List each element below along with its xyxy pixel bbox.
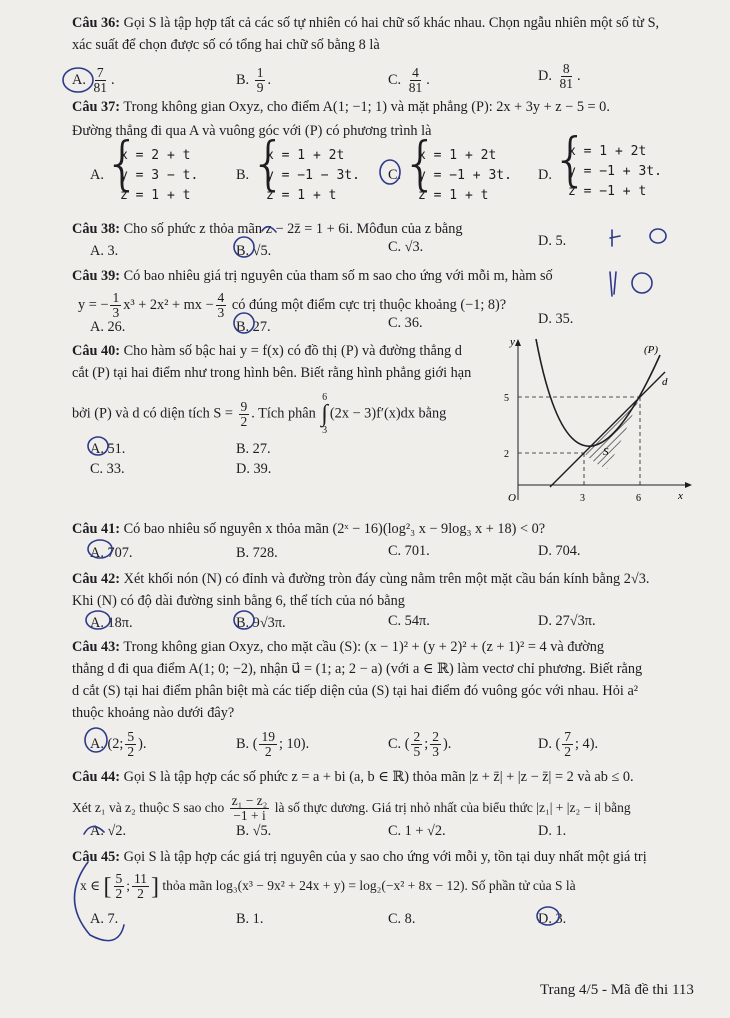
line-d	[550, 372, 665, 487]
y-tick-2: 2	[504, 449, 509, 460]
q36-text1: Gọi S là tập hợp tất cả các số tự nhiên có hai chữ số khác nhau. Chọn ngẫu nhiên một số từ S,	[123, 15, 660, 31]
q42-option-b[interactable]: B. 9√3π.	[236, 615, 286, 631]
x-tick-6: 6	[636, 493, 641, 504]
y-tick-5: 5	[504, 393, 509, 404]
line-label: d	[662, 376, 668, 388]
q40-option-c[interactable]: C. 33.	[90, 461, 125, 477]
q45-option-c[interactable]: C. 8.	[388, 911, 416, 927]
q37-option-b-label[interactable]: B.	[236, 167, 250, 183]
q39-option-c[interactable]: C. 36.	[388, 315, 423, 331]
q37-option-a-label[interactable]: A.	[90, 167, 104, 183]
q41-option-a[interactable]: A. 707.	[90, 545, 133, 561]
q40-option-b[interactable]: B. 27.	[236, 441, 271, 457]
q44-option-d[interactable]: D. 1.	[538, 823, 567, 839]
q43-text3: d cắt (S) tại hai điểm phân biệt mà các tiếp diện của (S) tại hai điểm đó vuông góc với nhau. Hỏi a²	[72, 683, 639, 699]
parabola-p	[536, 339, 660, 446]
q41-line: Câu 41: Có bao nhiêu số nguyên x thỏa mãn (2ˣ − 16)(log²₃ x − 9log₃ x + 18) < 0?	[72, 521, 546, 537]
q38-option-c[interactable]: C. √3.	[388, 239, 424, 255]
q40-text2: cắt (P) tại hai điểm như trong hình bên. Biết rằng hình phẳng giới hạn	[72, 365, 472, 381]
q37-option-a-system: x = 2 + t y = 3 − t. z = 1 + t	[120, 148, 199, 203]
q42-option-a[interactable]: A. 18π.	[90, 615, 133, 631]
q39-option-b[interactable]: B. 27.	[236, 319, 271, 335]
integral-sign: 6 ∫ 3	[321, 392, 328, 436]
origin-label: O	[508, 492, 516, 504]
q38-option-d[interactable]: D. 5.	[538, 233, 567, 249]
q43-line1: Câu 43: Trong không gian Oxyz, cho mặt cầu (S): (x − 1)² + (y + 2)² + (z + 1)² = 4 và đường	[72, 639, 605, 655]
q38-option-b[interactable]: B. √5.	[236, 243, 272, 259]
q44-option-b[interactable]: B. √5.	[236, 823, 272, 839]
q38-line: Câu 38: Cho số phức z thỏa mãn z − 2z̄ = 1 + 6i. Môđun của z bằng	[72, 221, 463, 237]
q44-line2: Xét z₁ và z₂ thuộc S sao cho $\frac{\text{z₁ − z₂}}{-1 + i}$ là số thực dương. Giá trị nhỏ nhất của biểu thức |z₁| + |z₂ − i| bằng	[72, 793, 631, 824]
q45-line2: x ∈ [ $\frac{5}{2}$ ; $\frac{11}{2}$ ] thỏa mãn log₃(x³ − 9x² + 24x + y) = log₂(−x² + 8x − 12). Số phần tử của S là	[80, 871, 576, 902]
q40-option-d[interactable]: D. 39.	[236, 461, 272, 477]
q42-line1: Câu 42: Xét khối nón (N) có đỉnh và đường tròn đáy cùng nằm trên một mặt cầu bán kính bằng 2√3.	[72, 571, 650, 587]
q40-line1: Câu 40: Cho hàm số bậc hai y = f(x) có đồ thị (P) và đường thẳng d	[72, 343, 462, 359]
q37-option-c-system: x = 1 + 2t y = −1 + 3t. z = 1 + t	[418, 148, 512, 203]
q37-text2: Đường thẳng đi qua A và vuông góc với (P) có phương trình là	[72, 123, 432, 139]
q42-text2: Khi (N) có độ dài đường sinh bằng 6, thể tích của nó bằng	[72, 593, 405, 609]
parabola-line-graph	[500, 335, 700, 515]
curve-label: (P)	[644, 344, 659, 356]
q39-formula: y = − $\frac{1}{3}$ x³ + 2x² + mx − $\frac{4}{3}$ có đúng một điểm cực trị thuộc khoảng (−1; 8)?	[78, 290, 507, 321]
q37-line1: Câu 37: Trong không gian Oxyz, cho điểm A(1; −1; 1) và mặt phẳng (P): 2x + 3y + z − 5 = 0.	[72, 99, 610, 115]
x-axis-label: x	[678, 490, 683, 502]
q40-option-a[interactable]: A. 51.	[90, 441, 126, 457]
q37-option-c-label[interactable]: C.	[388, 167, 402, 183]
q39-option-a[interactable]: A. 26.	[90, 319, 126, 335]
page-footer: Trang 4/5 - Mã đề thi 113	[540, 982, 694, 998]
q40-text3: bởi (P) và d có diện tích S = $\frac{9}{2}$ . Tích phân 6 ∫ 3 (2x − 3)f′(x)dx bằng	[72, 392, 447, 436]
q38-option-a[interactable]: A. 3.	[90, 243, 119, 259]
q43-text2: thẳng d đi qua điểm A(1; 0; −2), nhận u⃗ = (1; a; 2 − a) (với a ∈ ℝ) làm vectơ chỉ phương. Biết rằng	[72, 661, 643, 677]
q43-text4: thuộc khoảng nào dưới đây?	[72, 705, 235, 721]
q44-line1: Câu 44: Gọi S là tập hợp các số phức z = a + bi (a, b ∈ ℝ) thỏa mãn |z + z̄| + |z − z̄| = 2 và ab ≤ 0.	[72, 769, 634, 785]
q44-option-c[interactable]: C. 1 + √2.	[388, 823, 446, 839]
x-tick-3: 3	[580, 493, 585, 504]
q41-option-d[interactable]: D. 704.	[538, 543, 581, 559]
q39-option-d[interactable]: D. 35.	[538, 311, 574, 327]
q39-line1: Câu 39: Có bao nhiêu giá trị nguyên của tham số m sao cho ứng với mỗi m, hàm số	[72, 268, 553, 284]
region-label: S	[603, 446, 609, 458]
q37-option-b-system: x = 1 + 2t y = −1 − 3t. z = 1 + t	[266, 148, 360, 203]
q45-line1: Câu 45: Gọi S là tập hợp các giá trị nguyên của y sao cho ứng với mỗi y, tồn tại duy nhất một giá trị	[72, 849, 647, 865]
q36-option-b[interactable]: B. $\frac{1}{9}$ .	[236, 65, 272, 95]
q37-option-d-label[interactable]: D.	[538, 167, 552, 183]
q36-option-a[interactable]: A. $\frac{7}{81}$ .	[72, 65, 115, 95]
q41-option-b[interactable]: B. 728.	[236, 545, 278, 561]
q43-option-b[interactable]: B. ( $\frac{19}{2}$ ; 10).	[236, 729, 310, 760]
q36-option-d[interactable]: D. $\frac{8}{81}$ .	[538, 61, 581, 91]
y-axis-label: y	[510, 336, 515, 348]
q45-option-b[interactable]: B. 1.	[236, 911, 264, 927]
q37-option-d-system: x = 1 + 2t y = −1 + 3t. z = −1 + t	[568, 144, 662, 199]
q43-option-d[interactable]: D. ( $\frac{7}{2}$ ; 4).	[538, 729, 599, 760]
q41-option-c[interactable]: C. 701.	[388, 543, 430, 559]
q43-option-c[interactable]: C. ( $\frac{2}{5}$ ; $\frac{2}{3}$ ).	[388, 729, 452, 760]
q36-label: Câu 36:	[72, 15, 121, 31]
q45-option-a[interactable]: A. 7.	[90, 911, 119, 927]
q42-option-c[interactable]: C. 54π.	[388, 613, 430, 629]
q36-text2: xác suất để chọn được số có tổng hai chữ số bằng 8 là	[72, 37, 380, 53]
region-s	[584, 397, 640, 469]
q44-option-a[interactable]: A. √2.	[90, 823, 127, 839]
q43-option-a[interactable]: A. (2; $\frac{5}{2}$ ).	[90, 729, 147, 760]
q36-option-c[interactable]: C. $\frac{4}{81}$ .	[388, 65, 430, 95]
exam-page: Câu 36: Gọi S là tập hợp tất cả các số tự nhiên có hai chữ số khác nhau. Chọn ngẫu nhiên một số từ S, xác suất để chọn được số có tổng hai chữ số bằng 8 là A. $\frac{7}{81}$ . B. $\frac{1}{9}$ . C. $\frac{4}{81}$ . D. $\frac{8}{81}$ . Câu 37: Trong không gian Oxyz, cho điểm A(1; −1; 1) và mặt phẳng (P): 2x + 3y + z − 5 = 0. Đường thẳng đi qua A và vuông góc với (P) có phương trình là A. { x = 2 + t y = 3 − t. z = 1 + t B. { x = 1 + 2t y = −1 − 3t. z = 1 + t C. { x = 1 + 2t y = −1 + 3t. z = 1 + t D. { x = 1 + 2t y = −1 + 3t. z = −1 + t Câu 38: Cho số phức z thỏa mãn z − 2z̄ = 1 + 6i. Môđun của z bằng A. 3. B. √5. C. √3. D. 5. Câu 39: Có bao nhiêu giá trị nguyên của tham số m sao cho ứng với mỗi m, hàm số y = − $\frac{1}{3}$ x³ + 2x² + mx − $\frac{4}{3}$ có đúng một điểm cực trị thuộc khoảng (−1; 8)? A. 26. B. 27. C. 36. D. 35. Câu 40: Cho hàm số bậc hai y = f(x) có đồ thị (P) và đường thẳng d cắt (P) tại hai điểm như trong hình bên. Biết rằng hình phẳng giới hạn bởi (P) và d có diện tích S = $\frac{9}{2}$ . Tích phân 6 ∫ 3 (2x − 3)f′(x)dx bằng A. 51. B. 27. C. 33. D. 39. y x O (P) d S 5 2 3 6 Câu 41: Có bao nhiêu số nguyên x thỏa mãn (2ˣ − 16)(log²₃ x − 9log₃ x + 18) < 0? A. 707. B. 728. C. 701. D. 704. Câu 42: Xét khối nón (N) có đỉnh và đường tròn đáy cùng nằm trên một mặt cầu bán kính bằng 2√3. Khi (N) có độ dài đường sinh bằng 6, thể tích của nó bằng A. 18π. B. 9√3π. C. 54π. D. 27√3π. Câu 43: Trong không gian Oxyz, cho mặt cầu (S): (x − 1)² + (y + 2)² + (z + 1)² = 4 và đường thẳng d đi qua điểm A(1; 0; −2), nhận u⃗ = (1; a; 2 − a) (với a ∈ ℝ) làm vectơ chỉ phương. Biết rằng d cắt (S) tại hai điểm phân biệt mà các tiếp diện của (S) tại hai điểm đó vuông góc với nhau. Hỏi a² thuộc khoảng nào dưới đây? A. (2; $\frac{5}{2}$ ). B. ( $\frac{19}{2}$ ; 10). C. ( $\frac{2}{5}$ ; $\frac{2}{3}$ ). D. ( $\frac{7}{2}$ ; 4). Câu 44: Gọi S là tập hợp các số phức z = a + bi (a, b ∈ ℝ) thỏa mãn |z + z̄| + |z − z̄| = 2 và ab ≤ 0. Xét z₁ và z₂ thuộc S sao cho $\frac{\text{z₁ − z₂}}{-1 + i}$ là số thực dương. Giá trị nhỏ nhất của biểu thức |z₁| + |z₂ − i| bằng A. √2. B. √5. C. 1 + √2. D. 1. Câu 45: Gọi S là tập hợp các giá trị nguyên của y sao cho ứng với mỗi y, tồn tại duy nhất một giá trị x ∈ [ $\frac{5}{2}$ ; $\frac{11}{2}$ ] thỏa mãn log₃(x³ − 9x² + 24x + y) = log₂(−x² + 8x − 12). Số phần tử của S là A. 7. B. 1. C. 8. D. 3. Trang 4/5 - Mã đề thi 113	[0, 0, 730, 1018]
q42-option-d[interactable]: D. 27√3π.	[538, 613, 596, 629]
q36-line1	[72, 14, 659, 32]
q45-option-d[interactable]: D. 3.	[538, 911, 567, 927]
